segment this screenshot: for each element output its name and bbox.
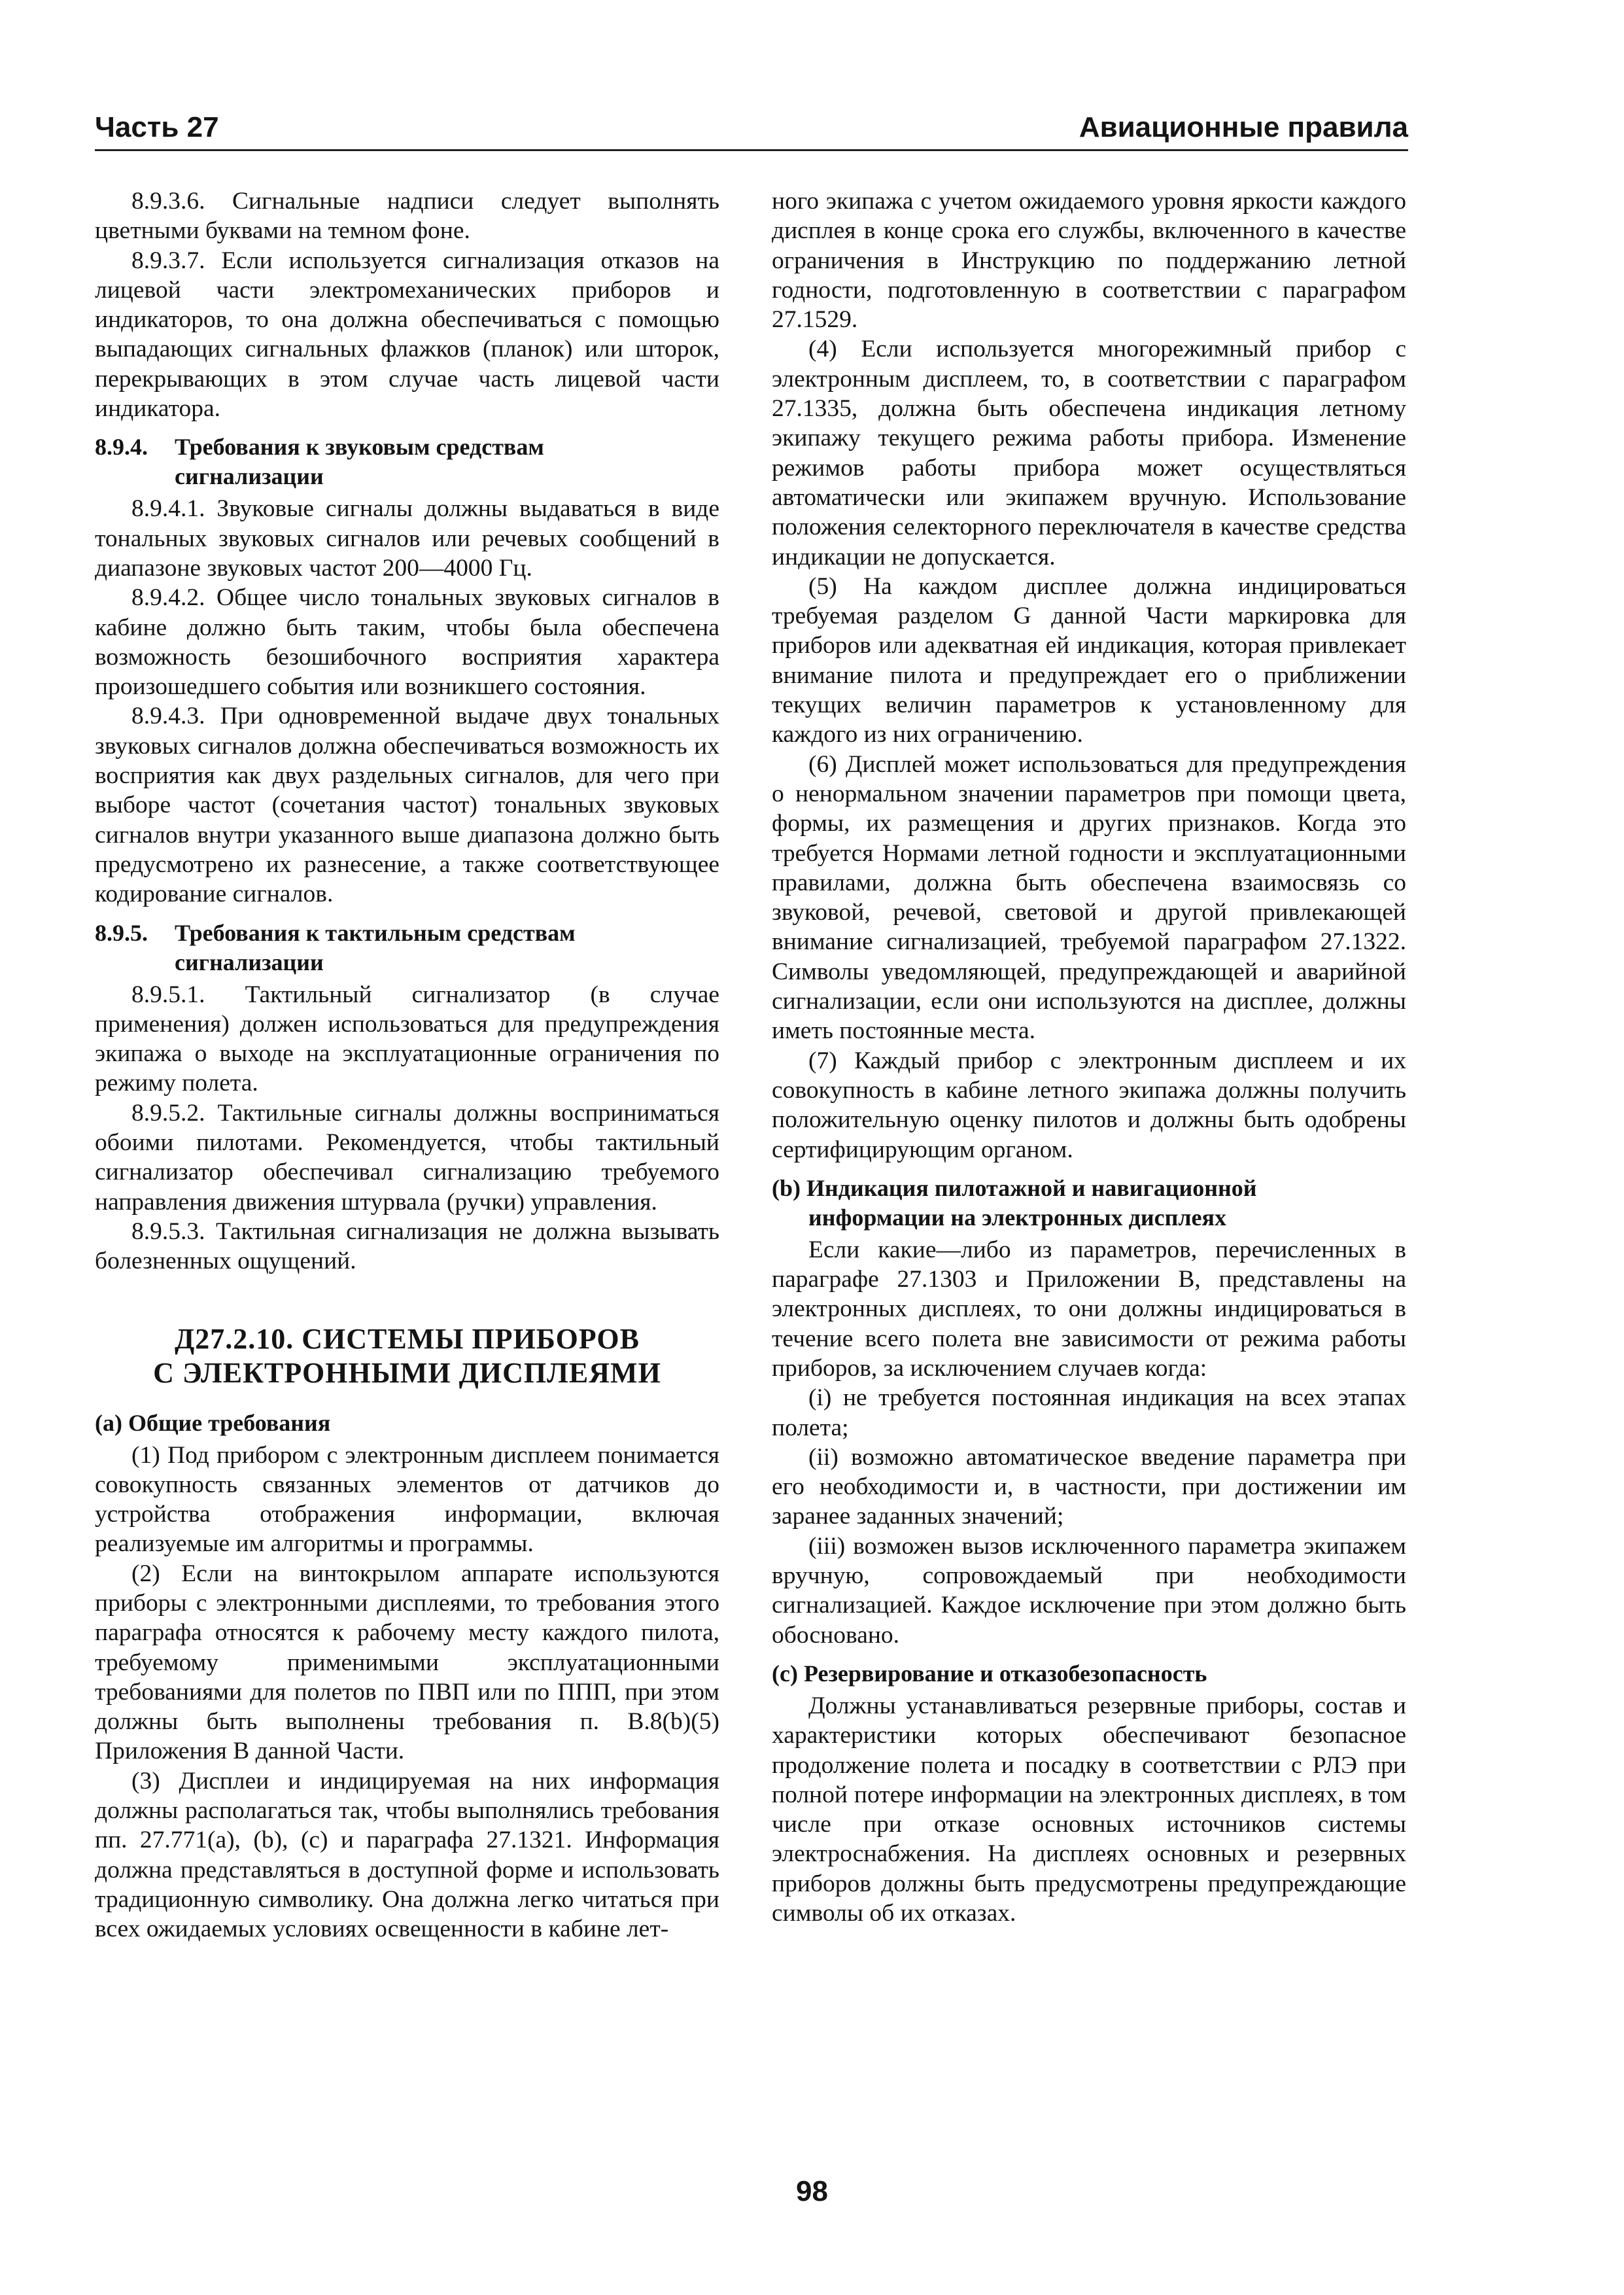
paragraph-a-3: (3) Дисплеи и индицируемая на них информация должны располагаться так, чтобы выполнялись требования пп. 27.771(a), (b), (c) и параграфа 27.1321. Информация должна представляться в доступной форме и использовать традиционную символику. Она должна легко читаться при всех ожидаемых условиях освещенности в кабине лет-: [95, 1767, 719, 1943]
heading-number: 8.9.5.: [95, 919, 148, 946]
left-column: [95, 186, 719, 1944]
heading-8-9-5: [95, 919, 719, 977]
paragraph-8-9-4-1: 8.9.4.1. Звуковые сигналы должны выдаваться в виде тональных звуковых сигналов или речевых сообщений в диапазоне звуковых частот 200—4000 Гц.: [95, 495, 719, 582]
heading-title: Требования к тактильным средствам: [175, 919, 576, 946]
paragraph-8-9-4-3: 8.9.4.3. При одновременной выдаче двух тональных звуковых сигналов должна обеспечиваться возможность их восприятия как двух раздельных сигналов, для чего при выборе частот (сочетания частот) тональных звуковых сигналов внутри указанного выше диапазона должно быть предусмотрено их разнесение, а также соответствующее кодирование сигналов.: [95, 703, 719, 908]
heading-line-1: (b) Индикация пилотажной и навигационной: [772, 1174, 1257, 1201]
paragraph-8-9-3-7: 8.9.3.7. Если используется сигнализация отказов на лицевой части электромеханических приборов и индикаторов, то она должна обеспечиваться с помощью выпадающих сигнальных флажков (планок) или шторок, перекрывающих в этом случае часть лицевой части индикатора.: [95, 247, 719, 423]
paragraph-a-2: (2) Если на винтокрылом аппарате используются приборы с электронными дисплеями, то требования этого параграфа относятся к рабочему месту каждого пилота, требуемому применимыми эксплуатационными требованиями для полетов по ПВП или по ППП, при этом должны быть выполнены требования п. В.8(b)(5) Приложения В данной Части.: [95, 1560, 719, 1765]
heading-general-requirements: (a) Общие требования: [95, 1409, 331, 1436]
header-part-label: Часть 27: [95, 111, 219, 143]
heading-line-2: информации на электронных дисплеях: [808, 1204, 1226, 1231]
paragraph-a-5: (5) На каждом дисплее должна индицироваться требуемая разделом G данной Части маркировка для приборов или адекватная ей индикация, которая привлекает внимание пилота и предупреждает его о приближении текущих величин параметров к установленному для каждого из них ограничению.: [772, 572, 1406, 748]
section-heading-line-2: С ЭЛЕКТРОННЫМИ ДИСПЛЕЯМИ: [153, 1356, 661, 1389]
heading-title-continued: сигнализации: [175, 463, 324, 490]
paragraph-a-1: (1) Под прибором с электронным дисплеем понимается совокупность связанных элементов от датчиков до устройства отображения информации, включая реализуемые им алгоритмы и программы.: [95, 1441, 719, 1558]
right-column: [772, 186, 1406, 1928]
paragraph-8-9-3-6: 8.9.3.6. Сигнальные надписи следует выполнять цветными буквами на темном фоне.: [95, 188, 719, 245]
paragraph-a-4: (4) Если используется многорежимный прибор с электронным дисплеем, то, в соответствии с параграфом 27.1335, должна быть обеспечена индикация летному экипажу текущего режима работы прибора. Изменение режимов работы прибора может осуществляться автоматически или экипажем вручную. Использование положения селекторного переключателя в качестве средства индикации не допускается.: [772, 336, 1406, 570]
paragraph-a-7: (7) Каждый прибор с электронным дисплеем и их совокупность в кабине летного экипажа должны получить положительную оценку пилотов и должны быть одобрены сертифицирующим органом.: [772, 1047, 1406, 1163]
paragraph-8-9-4-2: 8.9.4.2. Общее число тональных звуковых сигналов в кабине должно быть таким, чтобы была обеспечена возможность безошибочного восприятия характера произошедшего события или возникшего состояния.: [95, 584, 719, 701]
paragraph-a-6: (6) Дисплей может использоваться для предупреждения о ненормальном значении параметров при помощи цвета, формы, их размещения и других признаков. Когда это требуется Нормами летной годности и эксплуатационными правилами, должна быть обеспечена взаимосвязь со звуковой, речевой, световой и другой привлекающей внимание сигнализацией, требуемой параграфом 27.1322. Символы уведомляющей, предупреждающей и аварийной сигнализации, если они используются на дисплее, должны иметь постоянные места.: [772, 750, 1406, 1045]
paragraph-8-9-5-1: 8.9.5.1. Тактильный сигнализатор (в случае применения) должен использоваться для предупреждения экипажа о выходе на эксплуатационные ограничения по режиму полета.: [95, 981, 719, 1097]
heading-title: Требования к звуковым средствам: [175, 434, 544, 461]
running-header: [95, 98, 1408, 151]
heading-flight-nav-display: [772, 1174, 1406, 1233]
paragraph-b-ii: (ii) возможно автоматическое введение параметра при его необходимости и, в частности, при достижении им заранее заданных значений;: [772, 1443, 1406, 1530]
paragraph-b-intro: Если какие—либо из параметров, перечисленных в параграфе 27.1303 и Приложении В, представлены на электронных дисплеях, то они должны индицироваться в течение всего полета вне зависимости от режима работы приборов, за исключением случаев когда:: [772, 1236, 1406, 1382]
paragraph-b-i: (i) не требуется постоянная индикация на всех этапах полета;: [772, 1384, 1406, 1441]
heading-title-continued: сигнализации: [175, 949, 324, 975]
paragraph-b-iii: (iii) возможен вызов исключенного параметра экипажем вручную, сопровождаемый при необходимости сигнализацией. Каждое исключение при этом должно быть обосновано.: [772, 1532, 1406, 1649]
heading-number: 8.9.4.: [95, 434, 148, 461]
header-title: Авиационные правила: [1079, 111, 1408, 143]
paragraph-8-9-5-3: 8.9.5.3. Тактильная сигнализация не должна вызывать болезненных ощущений.: [95, 1218, 719, 1275]
paragraph-a-3-continued: ного экипажа с учетом ожидаемого уровня яркости каждого дисплея в конце срока его службы, включенного в качестве ограничения в Инструкцию по поддержанию летной годности, подготовленную в соответствии с параграфом 27.1529.: [772, 188, 1406, 334]
page-number: 98: [796, 2175, 828, 2207]
section-heading-line-1: Д27.2.10. СИСТЕМЫ ПРИБОРОВ: [174, 1322, 640, 1355]
section-heading-d27-2-10: [95, 1322, 719, 1390]
paragraph-c: Должны устанавливаться резервные приборы, состав и характеристики которых обеспечивают безопасное продолжение полета и посадку в соответствии с РЛЭ при полной потере информации на электронных дисплеях, в том числе при отказе основных источников системы электроснабжения. На дисплеях основных и резервных приборов должны быть предусмотрены предупреждающие символы об их отказах.: [772, 1692, 1406, 1927]
paragraph-8-9-5-2: 8.9.5.2. Тактильные сигналы должны восприниматься обоими пилотами. Рекомендуется, чтобы тактильный сигнализатор обеспечивал сигнализацию требуемого направления движения штурвала (ручки) управления.: [95, 1099, 719, 1216]
heading-8-9-4: [95, 432, 719, 491]
heading-redundancy: (c) Резервирование и отказобезопасность: [772, 1660, 1207, 1687]
